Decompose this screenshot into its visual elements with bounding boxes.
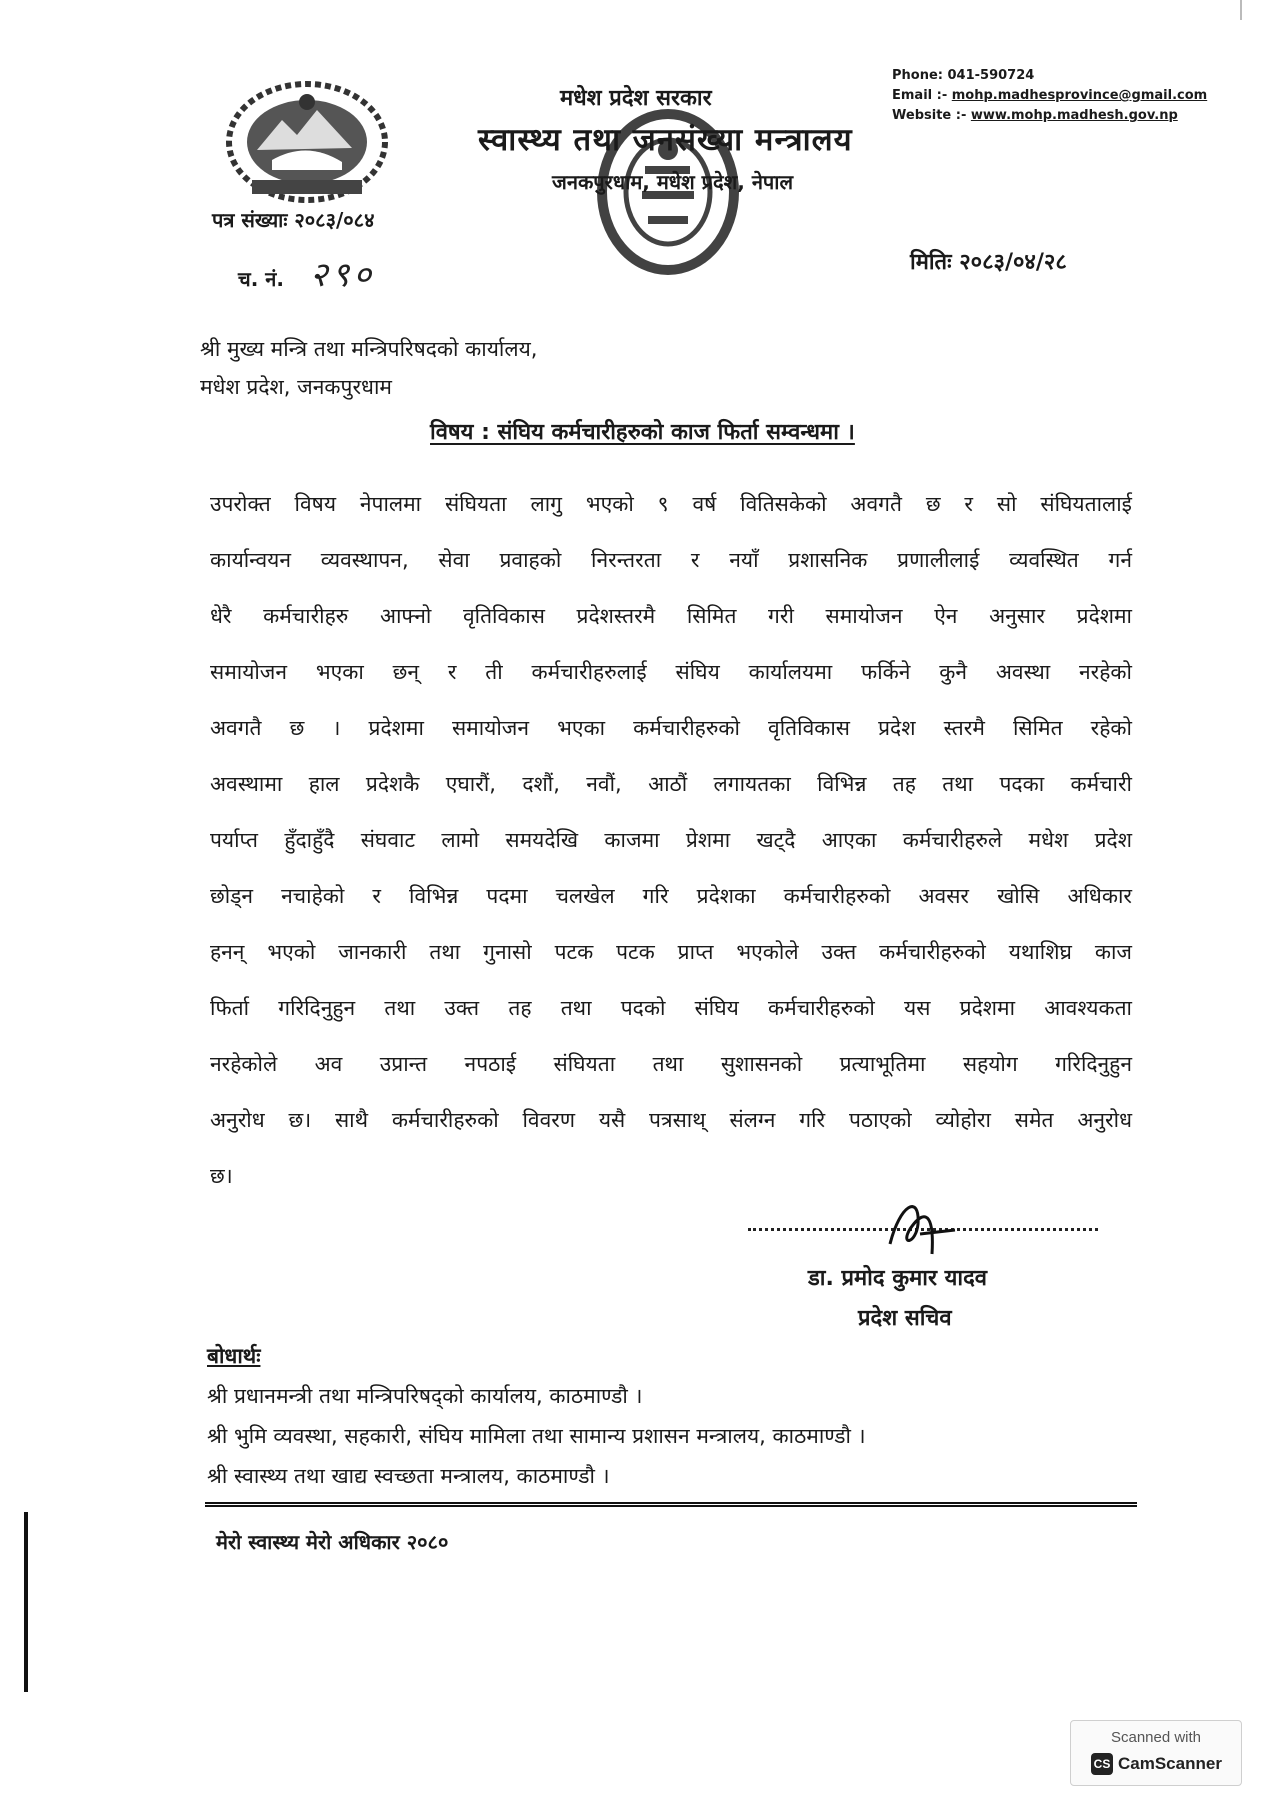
camscanner-logo-icon: CS [1091, 1753, 1113, 1775]
cc-item: श्री भुमि व्यवस्था, सहकारी, संघिय मामिला तथा सामान्य प्रशासन मन्त्रालय, काठमाण्डौ । [207, 1424, 866, 1448]
cc-item: श्री स्वास्थ्य तथा खाद्य स्वच्छता मन्त्रालय, काठमाण्डौ । [207, 1464, 610, 1488]
body-line: धेरै कर्मचारीहरु आफ्नो वृतिविकास प्रदेशस्तरमै सिमित गरी समायोजन ऐन अनुसार प्रदेशमा [210, 604, 1132, 628]
letter-date: मितिः २०८३/०४/२८ [910, 250, 1067, 275]
body-line: कार्यान्वयन व्यवस्थापन, सेवा प्रवाहको निरन्तरता र नयाँ प्रशासनिक प्रणालीलाई व्यवस्थित गर्न [210, 548, 1132, 572]
dispatch-number-label: च. नं. [238, 267, 284, 291]
email-link[interactable]: mohp.madhesprovince@gmail.com [951, 88, 1208, 103]
letter-reference-number: पत्र संख्याः २०८३/०८४ [212, 208, 375, 232]
body-line: नरहेकोले अव उप्रान्त नपठाई संघियता तथा सुशासनको प्रत्याभूतिमा सहयोग गरिदिनुहुन [210, 1052, 1132, 1076]
signatory-name: डा. प्रमोद कुमार यादव [808, 1266, 987, 1291]
government-name: मधेश प्रदेश सरकार [560, 86, 712, 111]
body-line: फिर्ता गरिदिनुहुन तथा उक्त तह तथा पदको संघिय कर्मचारीहरुको यस प्रदेशमा आवश्यकता [210, 996, 1132, 1020]
ministry-address: जनकपुरधाम, मधेश प्रदेश, नेपाल [552, 170, 794, 194]
camscanner-name: CamScanner [1118, 1754, 1222, 1773]
body-line: अवस्थामा हाल प्रदेशकै एघारौं, दशौं, नवौं, आठौं लगायतका विभिन्न तह तथा पदका कर्मचारी [210, 772, 1132, 796]
body-line: अनुरोध छ। साथै कर्मचारीहरुको विवरण यसै पत्रसाथ् संलग्न गरि पठाएको व्योहोरा समेत अनुरोध [210, 1108, 1132, 1132]
body-line: छ। [210, 1164, 233, 1188]
website-label: Website :- [892, 108, 967, 123]
body-line: छोड्न नचाहेको र विभिन्न पदमा चलखेल गरि प्रदेशका कर्मचारीहरुको अवसर खोसि अधिकार [210, 884, 1132, 908]
letter-body [210, 476, 1132, 1204]
ministry-name: स्वास्थ्य तथा जनसंख्या मन्त्रालय [478, 122, 853, 158]
contact-block [892, 66, 1207, 126]
email-line [892, 86, 1207, 106]
cc-heading: बोधार्थः [207, 1344, 261, 1368]
body-line: अवगतै छ । प्रदेशमा समायोजन भएका कर्मचारीहरुको वृतिविकास प्रदेश स्तरमै सिमित रहेको [210, 716, 1132, 740]
scanned-with-label: Scanned with [1110, 1729, 1202, 1746]
dispatch-number-value: २९० [309, 255, 376, 295]
handwritten-signature-icon [880, 1184, 960, 1264]
body-line: समायोजन भएका छन् र ती कर्मचारीहरुलाई संघिय कार्यालयमा फर्किने कुनै अवस्था नरहेको [210, 660, 1132, 684]
body-line: पर्याप्त हुँदाहुँदै संघवाट लामो समयदेखि काजमा प्रेशमा खट्दै आएका कर्मचारीहरुले मधेश प्रदेश [210, 828, 1132, 852]
recipient-line-1: श्री मुख्य मन्त्रि तथा मन्त्रिपरिषदको कार्यालय, [200, 337, 538, 361]
body-line: उपरोक्त विषय नेपालमा संघियता लागु भएको ९ वर्ष वितिसकेको अवगतै छ र सो संघियतालाई [210, 492, 1132, 516]
body-line: हनन् भएको जानकारी तथा गुनासो पटक पटक प्राप्त भएकोले उक्त कर्मचारीहरुको यथाशिघ्र काज [210, 940, 1132, 964]
camscanner-brand [1091, 1753, 1222, 1775]
cc-list [207, 1376, 866, 1496]
scan-edge-mark-right [1240, 0, 1242, 20]
website-line [892, 106, 1207, 126]
email-label: Email :- [892, 88, 948, 103]
camscanner-badge [1070, 1720, 1242, 1786]
website-link[interactable]: www.mohp.madhesh.gov.np [970, 108, 1178, 123]
phone-number: Phone: 041-590724 [892, 68, 1035, 83]
scan-edge-mark [24, 1512, 28, 1692]
dispatch-number [238, 250, 375, 296]
footer-divider [205, 1502, 1137, 1507]
nepal-emblem-icon [222, 80, 392, 210]
recipient-line-2: मधेश प्रदेश, जनकपुरधाम [200, 375, 392, 399]
signatory-title: प्रदेश सचिव [858, 1306, 952, 1331]
letter-subject: विषय : संघिय कर्मचारीहरुको काज फिर्ता सम्वन्धमा । [430, 420, 855, 445]
footer-slogan: मेरो स्वास्थ्य मेरो अधिकार २०८० [216, 1530, 449, 1554]
cc-item: श्री प्रधानमन्त्री तथा मन्त्रिपरिषद्को कार्यालय, काठमाण्डौ । [207, 1384, 643, 1408]
recipient-address [200, 330, 537, 406]
